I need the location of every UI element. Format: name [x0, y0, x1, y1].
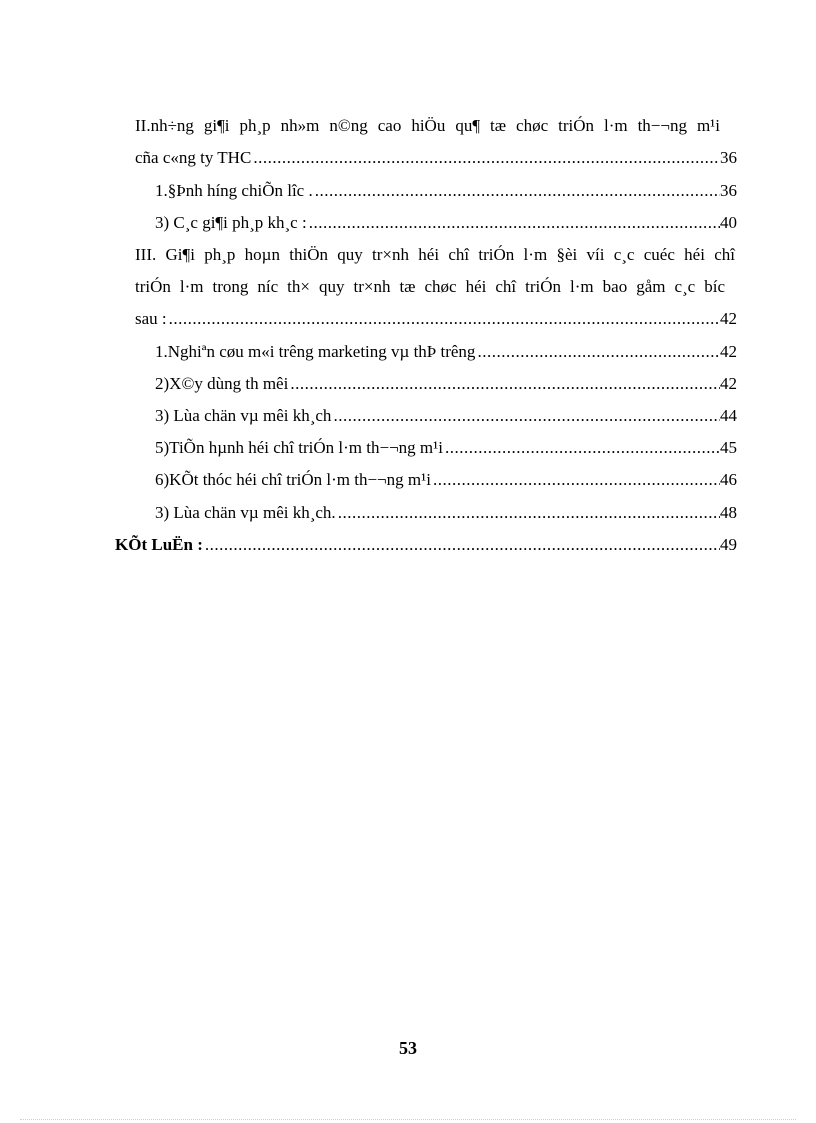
dot-leader — [445, 438, 720, 458]
toc-page-number: 48 — [720, 503, 737, 522]
toc-entry-section-3[interactable] — [135, 309, 737, 329]
toc-entry-sub-5[interactable] — [155, 438, 737, 458]
toc-page-number: 42 — [720, 342, 737, 361]
bottom-divider — [20, 1119, 796, 1120]
toc-entry-sub-3a[interactable] — [155, 406, 737, 426]
toc-entry-label: KÕt LuËn : — [115, 535, 203, 554]
toc-section-3-title: III. Gi¶i ph¸p hoµn thiÖn quy tr×nh héi chî triÓn l·m §èi víi c¸c cuéc héi chî — [135, 245, 735, 264]
dot-leader — [477, 342, 720, 362]
dot-leader — [253, 148, 720, 168]
toc-page-number: 46 — [720, 470, 737, 489]
toc-entry-item-3a[interactable] — [155, 213, 737, 233]
dot-leader — [315, 181, 720, 201]
toc-entry-label: 3) Lùa chän vµ mêi kh¸ch — [155, 406, 332, 425]
toc-entry-label: 5)TiÕn hµnh héi chî triÓn l·m th−¬ng m¹i — [155, 438, 443, 457]
dot-leader — [338, 503, 720, 523]
toc-entry-sub-3b[interactable] — [155, 503, 737, 523]
toc-entry-section-2[interactable] — [135, 148, 737, 168]
toc-section-3-title-cont: triÓn l·m trong níc th× quy tr×nh tæ chøc héi chî triÓn l·m bao gåm c¸c bíc — [135, 277, 725, 296]
toc-entry-label: 6)KÕt thóc héi chî triÓn l·m th−¬ng m¹i — [155, 470, 431, 489]
page-number: 53 — [399, 1038, 417, 1058]
toc-page-number: 42 — [720, 374, 737, 393]
dot-leader — [169, 309, 720, 329]
dot-leader — [290, 374, 720, 394]
toc-page-number: 49 — [720, 535, 737, 554]
toc-page-number: 36 — [720, 181, 737, 200]
dot-leader — [309, 213, 720, 233]
toc-entry-label: 3) Lùa chän vµ mêi kh¸ch. — [155, 503, 336, 522]
toc-page-number: 40 — [720, 213, 737, 232]
toc-page-number: 45 — [720, 438, 737, 457]
toc-entry-item-1[interactable] — [155, 181, 737, 201]
toc-entry-label: cña c«ng ty THC — [135, 148, 252, 167]
toc-entry-conclusion[interactable] — [115, 535, 737, 555]
toc-entry-label: 1.Nghiªn cøu m«i trêng marketing vµ thÞ trêng — [155, 342, 476, 361]
dot-leader — [205, 535, 720, 555]
toc-entry-label: 1.§Þnh híng chiÕn lîc . — [155, 181, 313, 200]
toc-page-number: 42 — [720, 309, 737, 328]
dot-leader — [433, 470, 720, 490]
toc-entry-sub-6[interactable] — [155, 470, 737, 490]
toc-entry-label: 2)X©y dùng th mêi — [155, 374, 289, 393]
toc-entry-label: sau : — [135, 309, 167, 328]
dot-leader — [333, 406, 720, 426]
toc-page-number: 36 — [720, 148, 737, 167]
toc-entry-sub-2[interactable] — [155, 374, 737, 394]
toc-entry-sub-1[interactable] — [155, 342, 737, 362]
toc-entry-label: 3) C¸c gi¶i ph¸p kh¸c : — [155, 213, 307, 232]
toc-page-number: 44 — [720, 406, 737, 425]
toc-section-2-title: II.nh÷ng gi¶i ph¸p nh»m n©ng cao hiÖu qu¶ tæ chøc triÓn l·m th−¬ng m¹i — [135, 116, 720, 135]
